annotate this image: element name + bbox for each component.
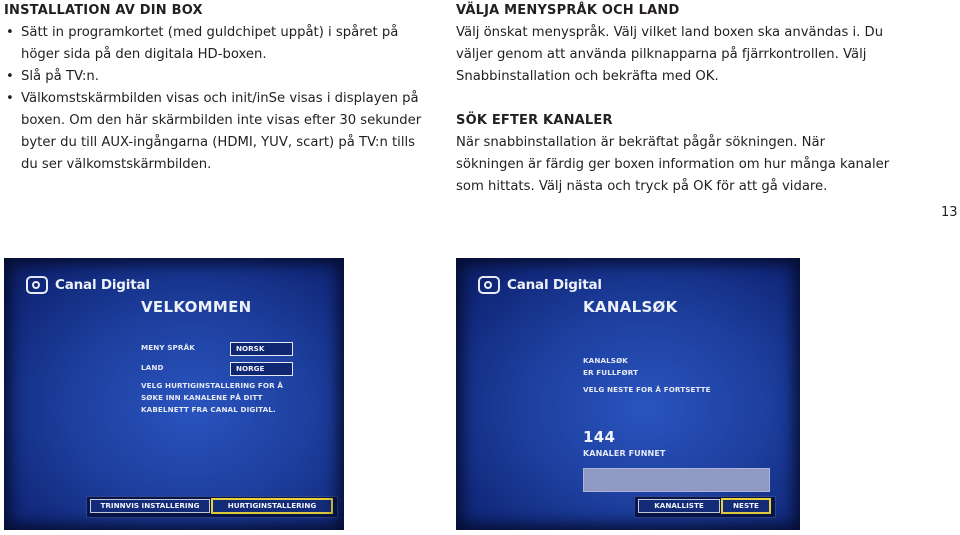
country-label: LAND: [141, 363, 164, 372]
channel-search-text: När snabbinstallation är bekräftat pågår sökningen. När sökningen är färdig ger boxen information om hur många kanaler som hittats. Välj nästa och tryck på OK för att gå vidare.: [456, 135, 890, 194]
scan-instruction: VELG NESTE FOR Å FORTSETTE: [583, 385, 711, 394]
menu-language-select[interactable]: NORSK: [230, 342, 293, 356]
language-country-heading: VÄLJA MENYSPRÅK OCH LAND: [456, 3, 680, 18]
quick-install-button[interactable]: HURTIGINSTALLERING: [211, 498, 333, 514]
page-number: 13: [941, 205, 958, 220]
list-item: • Slå på TV:n.: [21, 66, 424, 88]
brand-logo: [26, 276, 150, 294]
setup-sections: [456, 0, 896, 198]
instruction-line: KABELNETT FRA CANAL DIGITAL.: [141, 405, 276, 414]
instruction-line: VELG HURTIGINSTALLERING FOR Å: [141, 381, 283, 390]
channel-search-heading: SÖK EFTER KANALER: [456, 113, 613, 128]
channel-scan-screen-photo: [456, 258, 800, 530]
instruction-text: [141, 380, 283, 416]
language-country-text: Välj önskat menyspråk. Välj vilket land boxen ska användas i. Du väljer genom att använda pilknapparna på fjärrkontrollen. Välj Snabbinstallation och bekräfta med OK.: [456, 25, 884, 84]
instruction-line: SØKE INN KANALENE PÅ DITT: [141, 393, 263, 402]
scan-progress-bar: [583, 468, 770, 492]
list-item: • Sätt in programkortet (med guldchipet uppåt) i spåret på höger sida på den digitala HD-boxen.: [21, 22, 424, 66]
status-line: KANALSØK: [583, 356, 628, 365]
status-line: ER FULLFØRT: [583, 368, 639, 377]
brand-name: Canal Digital: [507, 277, 602, 293]
section-spacer: [456, 88, 896, 110]
next-button[interactable]: NESTE: [721, 498, 771, 514]
list-item: • Välkomstskärmbilden visas och init/inSe visas i displayen på boxen. Om den här skärmbilden inte visas efter 30 sekunder byter du till AUX-ingångarna (HDMI, YUV, scart) på TV:n tills du ser välkomstskärmbilden.: [21, 88, 424, 176]
screen-title: VELKOMMEN: [141, 298, 252, 316]
menu-language-label: MENY SPRÅK: [141, 343, 195, 352]
canal-digital-logo-icon: [478, 276, 500, 294]
canal-digital-logo-icon: [26, 276, 48, 294]
channels-found-label: KANALER FUNNET: [583, 449, 666, 458]
installation-steps: [4, 22, 424, 176]
country-select[interactable]: NORGE: [230, 362, 293, 376]
welcome-screen-photo: [4, 258, 344, 530]
channel-count: 144: [583, 428, 616, 446]
installation-section: [4, 0, 424, 176]
scan-status-text: [583, 355, 638, 379]
brand-logo: [478, 276, 602, 294]
installation-heading: INSTALLATION AV DIN BOX: [4, 3, 203, 18]
channel-list-button[interactable]: KANALLISTE: [638, 499, 720, 513]
brand-name: Canal Digital: [55, 277, 150, 293]
step-by-step-install-button[interactable]: TRINNVIS INSTALLERING: [90, 499, 210, 513]
screen-title: KANALSØK: [583, 298, 678, 316]
